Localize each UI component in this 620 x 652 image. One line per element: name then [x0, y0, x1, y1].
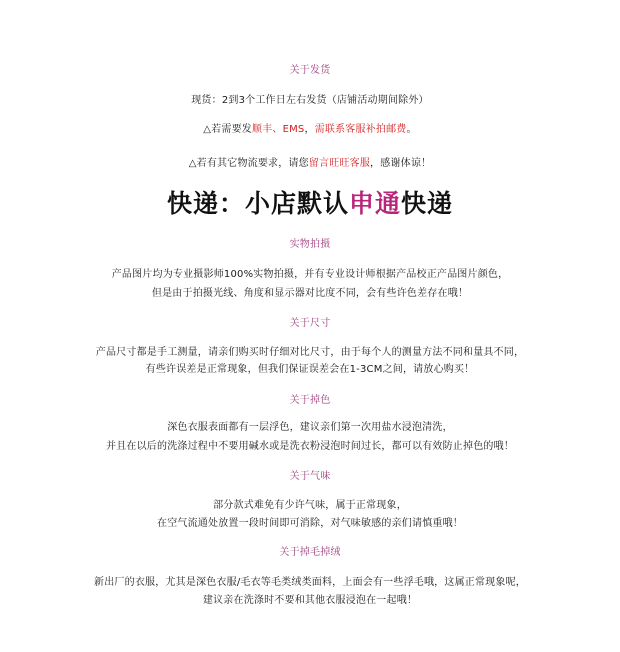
express-banner [0, 188, 620, 220]
odor-heading: 关于气味 [289, 471, 331, 482]
odor-line-2: 在空气流通处放置一段时间即可消除，对气味敏感的亲们请慎重哦！ [157, 518, 463, 529]
shipping-line-2-red-2: 需联系客服补拍邮费 [314, 124, 407, 135]
shipping-line-1: 现货：2到3个工作日左右发货（店铺活动期间除外） [191, 95, 429, 106]
size-line-2: 有些许误差是正常现象，但我们保证误差会在1-3CM之间，请放心购买！ [145, 364, 475, 375]
shipping-line-3-suffix: ，感谢体谅！ [370, 158, 432, 169]
express-prefix: 快递：小店默认 [166, 189, 349, 218]
lint-line-1: 新出厂的衣服，尤其是深色衣服/毛衣等毛类绒类面料，上面会有一些浮毛哦，这属正常现象呢， [94, 577, 526, 588]
shipping-line-3-red: 留言旺旺客服 [308, 158, 371, 169]
fading-line-1: 深色衣服表面都有一层浮色，建议亲们第一次用盐水浸泡清洗， [167, 422, 453, 433]
shipping-line-3-prefix: △若有其它物流要求，请您 [188, 158, 309, 169]
photo-line-1: 产品图片均为专业摄影师100%实物拍摄，并有专业设计师根据产品校正产品图片颜色， [111, 269, 509, 280]
express-suffix: 快递 [401, 189, 454, 218]
shipping-line-2-mid: ， [304, 124, 315, 135]
fading-line-2: 并且在以后的洗涤过程中不要用碱水或是洗衣粉浸泡时间过长，都可以有效防止掉色的哦！ [106, 441, 514, 452]
shipping-heading: 关于发货 [289, 65, 331, 76]
odor-line-1: 部分款式难免有少许气味，属于正常现象， [213, 500, 407, 511]
photo-line-2: 但是由于拍摄光线、角度和显示器对比度不同，会有些许色差存在哦！ [151, 288, 469, 299]
shipping-line-2-suffix: 。 [406, 124, 417, 135]
size-line-1: 产品尺寸都是手工测量，请亲们购买时仔细对比尺寸，由于每个人的测量方法不同和量具不同， [95, 347, 525, 358]
shipping-line-2 [0, 123, 620, 137]
lint-line-2: 建议亲在洗涤时不要和其他衣服浸泡在一起哦！ [202, 595, 418, 606]
fading-heading: 关于掉色 [289, 395, 331, 406]
shipping-line-2-prefix: △若需要发 [203, 124, 252, 135]
photo-heading: 实物拍摄 [289, 239, 331, 250]
lint-heading: 关于掉毛掉绒 [279, 547, 341, 558]
size-heading: 关于尺寸 [289, 318, 331, 329]
shipping-line-3 [0, 157, 620, 171]
shipping-line-2-red-1: 顺丰、EMS [251, 124, 305, 135]
express-accent: 申通 [348, 189, 401, 218]
